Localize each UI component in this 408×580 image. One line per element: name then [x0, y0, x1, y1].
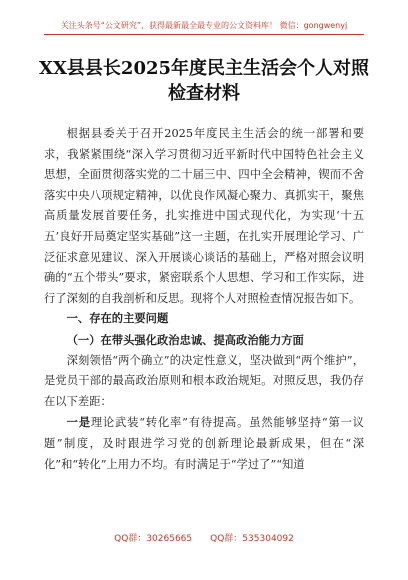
footer-qq-group-2: QQ群：535304092 [210, 534, 294, 544]
document-body [44, 124, 364, 475]
header-promo-note: 关注头条号“公文研究”，获得最新最全最专业的公文资料库！ 微信：gongwenyj [60, 21, 348, 30]
footer-qq-group-1: QQ群：30265665 [114, 534, 193, 544]
document-title: XX县县长2025年度民主生活会个人对照检查材料 [38, 58, 370, 104]
point-text: 理论武装“转化率”有待提高。虽然能够坚持“第一议题”制度，及时跟进学习党的创新理论最新成果，但在“深化”和“转化”上用力不均。有时满足于“学过了”“知道 [44, 416, 364, 471]
point-lead: 一是 [66, 415, 91, 430]
subsection-paragraph: 深刻领悟“两个确立”的决定性意义，坚决做到“两个维护”，是党员干部的最高政治原则和根本政治规矩。对照反思，我仍存在以下差距： [44, 353, 364, 408]
footer-contacts [0, 531, 408, 544]
subsection-heading-political-loyalty: （一）在带头强化政治忠诚、提高政治能力方面 [66, 332, 304, 347]
section-heading-issues: 一、存在的主要问题 [66, 312, 169, 326]
header-divider [44, 34, 364, 35]
intro-paragraph: 根据县委关于召开2025年度民主生活会的统一部署和要求，我紧紧围绕“深入学习贯彻习近平新时代中国特色社会主义思想，全面贯彻落实党的二十届三中、四中全会精神，锲而不舍落实中央八项规定精神，以优良作风凝心聚力、真抓实干，聚焦高质量发展首要任务，扎实推进中国式现代化，为实现‘十五五’良好开局奠定坚实基础”这一主题，在扎实开展理论学习、广泛征求意见建议、深入开展谈心谈话的基础上，严格对照会议明确的“五个带头”要求，紧密联系个人思想、学习和工作实际，进行了深刻的自我剖析和反思。现将个人对照检查情况报告如下。 [44, 127, 364, 305]
point-paragraph-1 [44, 412, 364, 475]
